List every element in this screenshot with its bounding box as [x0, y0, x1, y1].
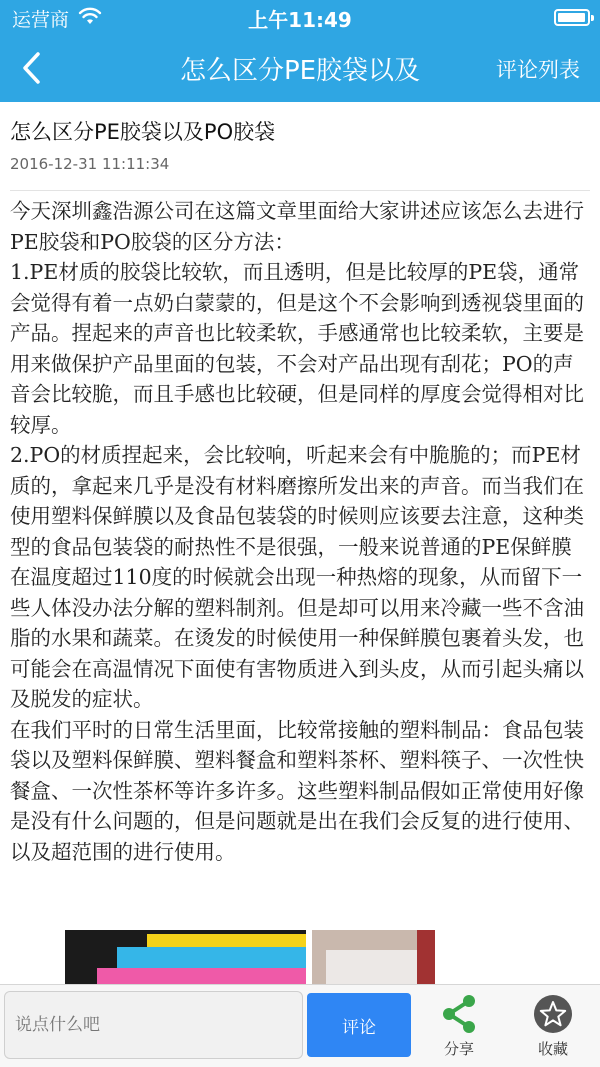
back-chevron-icon — [14, 48, 54, 88]
article-paragraph: 今天深圳鑫浩源公司在这篇文章里面给大家讲述应该怎么去进行PE胶袋和PO胶袋的区分方法： — [10, 199, 584, 254]
article-body — [10, 196, 588, 867]
favorite-label: 收藏 — [537, 1040, 568, 1058]
article-images — [65, 930, 435, 984]
star-icon — [532, 993, 574, 1035]
carrier-label: 运营商 — [12, 9, 70, 31]
back-button[interactable] — [14, 48, 54, 88]
status-time: 上午11:49 — [248, 8, 352, 32]
share-label: 分享 — [443, 1040, 474, 1058]
comment-button[interactable]: 评论 — [307, 993, 411, 1057]
share-button[interactable] — [419, 991, 499, 1063]
article-paragraph: 在我们平时的日常生活里面，比较常接触的塑料制品：食品包装袋以及塑料保鲜膜、塑料餐盒和塑料茶杯、塑料筷子、一次性快餐盒、一次性茶杯等许多许多。这些塑料制品假如正常使用好像是没有什么问题的，但是问题就是出在我们会反复的进行使用、以及超范围的进行使用。 — [10, 717, 584, 864]
article-paragraph: 1.PE材质的胶袋比较软，而且透明，但是比较厚的PE袋，通常会觉得有着一点奶白蒙蒙的，但是这个不会影响到透视袋里面的产品。捏起来的声音也比较柔软，手感通常也比较柔软，主要是用来做保护产品里面的包装，不会对产品出现有刮花；PO的声音会比较脆，而且手感也比较硬，但是同样的厚度会觉得相对比较厚。 — [10, 260, 584, 437]
battery-icon — [554, 9, 590, 26]
share-icon — [439, 993, 479, 1035]
article-image-bags — [65, 930, 306, 984]
article-date: 2016-12-31 11:11:34 — [10, 155, 170, 173]
comment-list-link[interactable]: 评论列表 — [496, 58, 580, 82]
top-bar — [0, 0, 600, 102]
nav-title: 怎么区分PE胶袋以及 — [179, 56, 421, 86]
bottom-bar — [0, 984, 600, 1067]
comment-input[interactable] — [4, 991, 303, 1059]
status-bar — [0, 0, 600, 34]
article-image-bag — [312, 930, 435, 984]
divider — [10, 190, 590, 191]
navigation-bar — [0, 34, 600, 102]
article-title: 怎么区分PE胶袋以及PO胶袋 — [10, 120, 276, 144]
favorite-button[interactable] — [513, 991, 593, 1063]
article-paragraph: 2.PO的材质捏起来，会比较响，听起来会有中脆脆的；而PE材质的，拿起来几乎是没有材料磨擦所发出来的声音。而当我们在使用塑料保鲜膜以及食品包装袋的时候则应该要去注意，这种类型的食品包装袋的耐热性不是很强，一般来说普通的PE保鲜膜在温度超过110度的时候就会出现一种热熔的现象，从而留下一些人体没办法分解的塑料制剂。但是却可以用来冷藏一些不含油脂的水果和蔬菜。在烫发的时候使用一种保鲜膜包裹着头发，也可能会在高温情况下面使有害物质进入到头皮，从而引起头痛以及脱发的症状。 — [10, 443, 584, 711]
